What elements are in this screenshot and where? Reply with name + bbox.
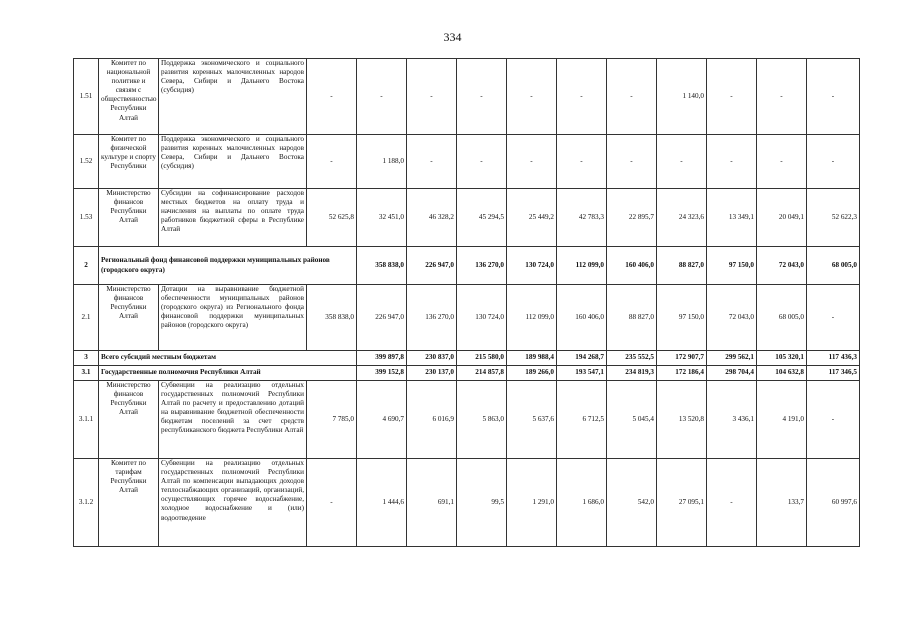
value-cell: 1 140,0	[657, 59, 707, 135]
value-cell: 226 947,0	[357, 285, 407, 351]
value-cell: 230 837,0	[407, 351, 457, 366]
value-cell: 215 580,0	[457, 351, 507, 366]
value-cell: 226 947,0	[407, 247, 457, 285]
organization-cell: Министерство финансов Республики Алтай	[99, 285, 159, 351]
value-cell: 136 270,0	[407, 285, 457, 351]
value-cell: -	[807, 59, 860, 135]
value-cell: 160 406,0	[607, 247, 657, 285]
value-cell: 1 444,6	[357, 459, 407, 547]
value-cell: 97 150,0	[707, 247, 757, 285]
value-cell: 130 724,0	[457, 285, 507, 351]
value-cell: -	[507, 135, 557, 189]
value-cell: 72 043,0	[707, 285, 757, 351]
section-title: Государственные полномочия Республики Алтай	[99, 366, 357, 381]
table-row	[74, 59, 860, 135]
value-cell: -	[407, 135, 457, 189]
value-cell: 22 895,7	[607, 189, 657, 247]
value-cell: -	[807, 285, 860, 351]
value-cell: 32 451,0	[357, 189, 407, 247]
description-cell: Субсидии на софинансирование расходов местных бюджетов на оплату труда и начисления на выплаты по оплате труда работников бюджетной сферы в Республике Алтай	[159, 189, 307, 247]
organization-cell: Комитет по физической культуре и спорту Республики	[99, 135, 159, 189]
value-cell: 27 095,1	[657, 459, 707, 547]
value-cell: 4 191,0	[757, 381, 807, 459]
value-cell: 45 294,5	[457, 189, 507, 247]
value-cell: 234 819,3	[607, 366, 657, 381]
value-cell: 97 150,0	[657, 285, 707, 351]
value-cell: 298 704,4	[707, 366, 757, 381]
value-cell: 136 270,0	[457, 247, 507, 285]
description-cell: Субвенции на реализацию отдельных государственных полномочий Республики Алтай по компенсации выпадающих доходов теплоснабжающих организаций, организаций, осуществляющих горячее водоснабжение, холодное водоснабжение и (или) водоотведение	[159, 459, 307, 547]
value-cell: 52 622,3	[807, 189, 860, 247]
value-cell: 1 686,0	[557, 459, 607, 547]
value-cell: -	[557, 135, 607, 189]
value-cell: -	[407, 59, 457, 135]
value-cell: 5 045,4	[607, 381, 657, 459]
value-cell: 117 436,3	[807, 351, 860, 366]
value-cell: -	[457, 135, 507, 189]
value-cell: 3 436,1	[707, 381, 757, 459]
value-cell: 399 897,8	[357, 351, 407, 366]
value-cell: 130 724,0	[507, 247, 557, 285]
row-code: 1.52	[74, 135, 99, 189]
row-code: 3	[74, 351, 99, 366]
value-cell: 104 632,8	[757, 366, 807, 381]
description-cell: Дотации на выравнивание бюджетной обеспеченности муниципальных районов (городского округа) из Регионального фонда финансовой поддержки муниципальных районов (городского округа)	[159, 285, 307, 351]
value-cell: 189 266,0	[507, 366, 557, 381]
value-cell: -	[707, 59, 757, 135]
section-title: Всего субсидий местным бюджетам	[99, 351, 357, 366]
value-cell: 5 637,6	[507, 381, 557, 459]
value-cell: 1 188,0	[357, 135, 407, 189]
value-cell: 112 099,0	[507, 285, 557, 351]
table-row	[74, 459, 860, 547]
row-code: 2.1	[74, 285, 99, 351]
value-cell: -	[457, 59, 507, 135]
value-cell: 4 690,7	[357, 381, 407, 459]
value-cell: 5 863,0	[457, 381, 507, 459]
description-cell: Поддержка экономического и социального развития коренных малочисленных народов Севера, Сибири и Дальнего Востока (субсидия)	[159, 135, 307, 189]
row-code: 3.1.2	[74, 459, 99, 547]
value-cell: 194 268,7	[557, 351, 607, 366]
value-cell: -	[707, 135, 757, 189]
value-cell: 235 552,5	[607, 351, 657, 366]
value-cell: 358 838,0	[357, 247, 407, 285]
table-row	[74, 285, 860, 351]
value-cell: 88 827,0	[607, 285, 657, 351]
value-cell: 133,7	[757, 459, 807, 547]
organization-cell: Министерство финансов Республики Алтай	[99, 189, 159, 247]
value-cell: 6 016,9	[407, 381, 457, 459]
value-cell: 230 137,0	[407, 366, 457, 381]
table-row	[74, 381, 860, 459]
value-cell: 542,0	[607, 459, 657, 547]
value-cell: -	[607, 59, 657, 135]
value-cell: 25 449,2	[507, 189, 557, 247]
value-cell: -	[557, 59, 607, 135]
value-cell: -	[807, 381, 860, 459]
value-cell: 52 625,8	[307, 189, 357, 247]
value-cell: 358 838,0	[307, 285, 357, 351]
subsidy-table	[73, 58, 860, 547]
row-code: 2	[74, 247, 99, 285]
value-cell: 172 186,4	[657, 366, 707, 381]
value-cell: 160 406,0	[557, 285, 607, 351]
value-cell: 46 328,2	[407, 189, 457, 247]
section-title: Региональный фонд финансовой поддержки муниципальных районов (городского округа)	[99, 247, 357, 285]
value-cell: -	[757, 59, 807, 135]
organization-cell: Комитет по тарифам Республики Алтай	[99, 459, 159, 547]
table-row	[74, 135, 860, 189]
value-cell: 172 907,7	[657, 351, 707, 366]
value-cell: -	[507, 59, 557, 135]
value-cell: 6 712,5	[557, 381, 607, 459]
value-cell: 72 043,0	[757, 247, 807, 285]
row-code: 3.1	[74, 366, 99, 381]
row-code: 1.53	[74, 189, 99, 247]
description-cell: Субвенции на реализацию отдельных государственных полномочий Республики Алтай по расчету и предоставлению дотаций на выравнивание бюджетной обеспеченности бюджетам поселений за счет средств республиканского бюджета Республики Алтай	[159, 381, 307, 459]
value-cell: 117 346,5	[807, 366, 860, 381]
page-number: 334	[443, 30, 462, 44]
row-code: 1.51	[74, 59, 99, 135]
value-cell: 399 152,8	[357, 366, 407, 381]
value-cell: -	[707, 459, 757, 547]
value-cell: 299 562,1	[707, 351, 757, 366]
value-cell: 214 857,8	[457, 366, 507, 381]
value-cell: 193 547,1	[557, 366, 607, 381]
value-cell: 99,5	[457, 459, 507, 547]
table-row	[74, 366, 860, 381]
description-cell: Поддержка экономического и социального развития коренных малочисленных народов Севера, Сибири и Дальнего Востока (субсидия)	[159, 59, 307, 135]
organization-cell: Министерство финансов Республики Алтай	[99, 381, 159, 459]
value-cell: 24 323,6	[657, 189, 707, 247]
value-cell: -	[757, 135, 807, 189]
value-cell: 13 520,8	[657, 381, 707, 459]
value-cell: -	[357, 59, 407, 135]
value-cell: -	[307, 459, 357, 547]
value-cell: -	[307, 135, 357, 189]
value-cell: 105 320,1	[757, 351, 807, 366]
table-row	[74, 189, 860, 247]
value-cell: 42 783,3	[557, 189, 607, 247]
value-cell: 112 099,0	[557, 247, 607, 285]
value-cell: -	[607, 135, 657, 189]
value-cell: 88 827,0	[657, 247, 707, 285]
organization-cell: Комитет по национальной политике и связям с общественностью Республики Алтай	[99, 59, 159, 135]
value-cell: -	[807, 135, 860, 189]
value-cell: 60 997,6	[807, 459, 860, 547]
value-cell: 7 785,0	[307, 381, 357, 459]
value-cell: 68 005,0	[807, 247, 860, 285]
value-cell: -	[657, 135, 707, 189]
value-cell: -	[307, 59, 357, 135]
row-code: 3.1.1	[74, 381, 99, 459]
table-row	[74, 351, 860, 366]
value-cell: 189 988,4	[507, 351, 557, 366]
value-cell: 20 049,1	[757, 189, 807, 247]
value-cell: 1 291,0	[507, 459, 557, 547]
table-row	[74, 247, 860, 285]
value-cell: 13 349,1	[707, 189, 757, 247]
value-cell: 691,1	[407, 459, 457, 547]
value-cell: 68 005,0	[757, 285, 807, 351]
